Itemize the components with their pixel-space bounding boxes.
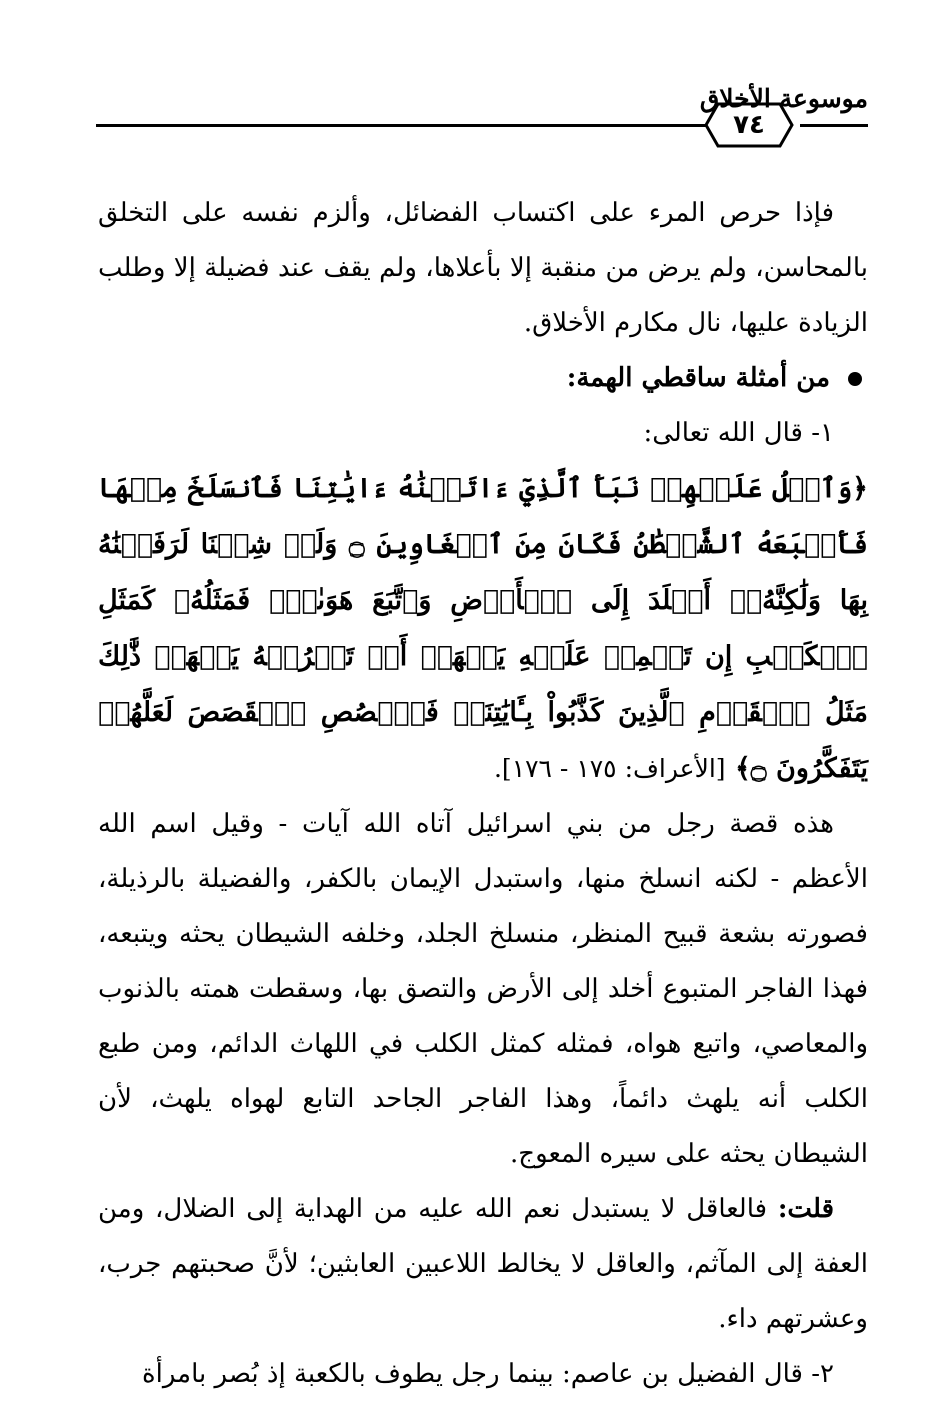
page-body <box>98 186 868 1402</box>
bullet-icon <box>848 372 862 386</box>
comment-paragraph <box>98 1182 868 1347</box>
section-heading-text: من أمثلة ساقطي الهمة: <box>566 363 830 393</box>
item-2-paragraph: ٢- قال الفضيل بن عاصم: بينما رجل يطوف بالكعبة إذ بُصر بامرأة <box>141 1359 834 1389</box>
verse-citation: [الأعراف: ١٧٥ - ١٧٦]. <box>493 754 726 783</box>
quran-verse <box>98 461 868 797</box>
header-rule-right <box>800 124 868 127</box>
comment-text: فالعاقل لا يستبدل نعم الله عليه من الهداية إلى الضلال، ومن العفة إلى المآثم، والعاقل لا يخالط اللاعبين العابثين؛ لأنَّ صحبتهم جرب، وعشرتهم داء. <box>98 1194 868 1334</box>
explanation-paragraph: هذه قصة رجل من بني اسرائيل آتاه الله آيات - وقيل اسم الله الأعظم - لكنه انسلخ منها، واستبدل الإيمان بالكفر، والفضيلة بالرذيلة، فصورته بشعة قبيح المنظر، منسلخ الجلد، وخلفه الشيطان يحثه ويتبعه، فهذا الفاجر المتبوع أخلد إلى الأرض والتصق بها، وسقطت همته بالذنوب والمعاصي، واتبع هواه، فمثله كمثل الكلب في اللهاث الدائم، ومن طبع الكلب أنه يلهث دائماً، وهذا الفاجر الجاحد التابع لهواه يلهث، لأن الشيطان يحثه على سيره المعوج. <box>98 809 868 1169</box>
section-heading <box>98 351 868 406</box>
comment-lead: قلت: <box>777 1194 834 1224</box>
book-title: موسوعة الأخلاق <box>699 84 868 113</box>
page-header <box>96 78 868 138</box>
intro-paragraph: فإذا حرص المرء على اكتساب الفضائل، وألزم نفسه على التخلق بالمحاسن، ولم يرض من منقبة إلا بأعلاها، ولم يقف عند فضيلة إلا وطلب الزيادة عليها، نال مكارم الأخلاق. <box>98 198 868 338</box>
verse-text: ﴿وَٱتۡلُ عَلَيۡهِمۡ نَبَأَ ٱلَّذِيٓ ءَاتَيۡنَٰهُ ءَايَٰتِنَا فَٱنسَلَخَ مِنۡهَا فَأَتۡبَعَهُ ٱلشَّيۡطَٰنُ فَكَانَ مِنَ ٱلۡغَاوِينَ ۝ وَلَوۡ شِئۡنَا لَرَفَعۡنَٰهُ بِهَا وَلَٰكِنَّهُۥٓ أَخۡلَدَ إِلَى ٱلۡأَرۡضِ وَٱتَّبَعَ هَوَىٰهُۚ فَمَثَلُهُۥ كَمَثَلِ ٱلۡكَلۡبِ إِن تَحۡمِلۡ عَلَيۡهِ يَلۡهَثۡ أَوۡ تَتۡرُكۡهُ يَلۡهَثۚ ذَّٰلِكَ مَثَلُ ٱلۡقَوۡمِ ٱلَّذِينَ كَذَّبُواْ بِـَٔايَٰتِنَاۚ فَٱقۡصُصِ ٱلۡقَصَصَ لَعَلَّهُمۡ يَتَفَكَّرُونَ ۝﴾ <box>98 473 868 784</box>
item-1-intro: ١- قال الله تعالى: <box>643 418 834 448</box>
page-number: ٧٤ <box>733 110 765 140</box>
header-rule <box>96 124 706 127</box>
